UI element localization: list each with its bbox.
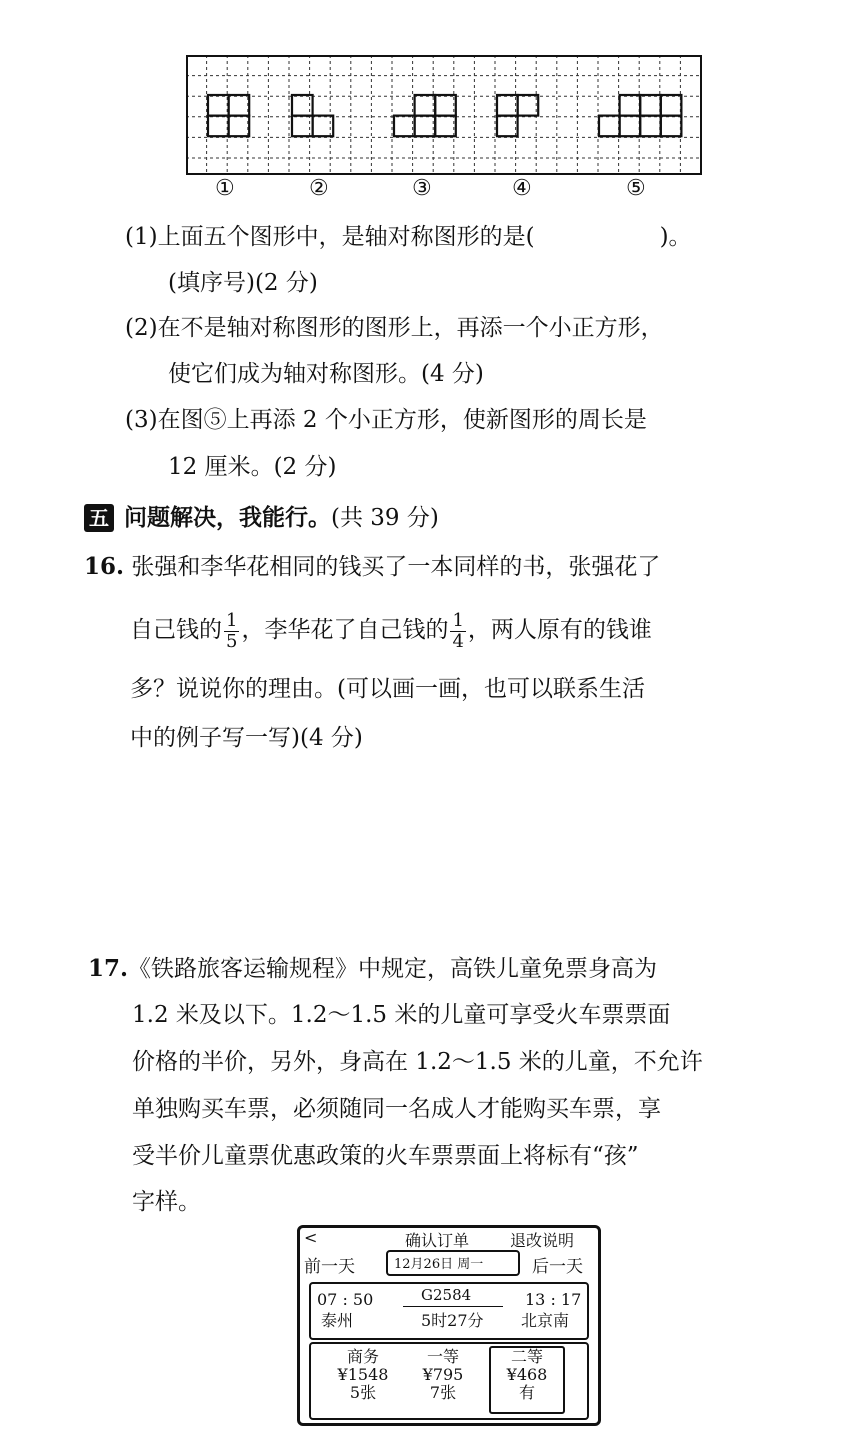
departure-station: 泰州 [321, 1311, 354, 1330]
seat-class-second-selected[interactable]: 二等 ¥468 有 [489, 1346, 565, 1414]
date-text: 12月26日 周一 [394, 1257, 484, 1272]
route-arrow [403, 1306, 503, 1307]
figure-label-3: ③ [412, 176, 432, 201]
seat-class-box [309, 1342, 589, 1420]
ticket-app-screenshot [297, 1225, 601, 1426]
q15-part1: (1)上面五个图形中，是轴对称图形的是( )。 [125, 224, 692, 250]
q16-line4: 中的例子写一写)(4 分) [130, 725, 363, 751]
figure-1-square [208, 95, 229, 116]
figure-3-square [435, 116, 456, 137]
duration: 5时27分 [421, 1311, 484, 1330]
figure-4-square [518, 95, 539, 116]
q15-part3-cont: 12 厘米。(2 分) [168, 454, 337, 480]
date-selector[interactable] [386, 1250, 520, 1276]
q15-part1-note: (填序号)(2 分) [168, 270, 318, 296]
figure-5-square [620, 95, 641, 116]
figure-4-square [497, 116, 518, 137]
order-title: 确认订单 [405, 1231, 470, 1250]
figure-label-5: ⑤ [626, 176, 646, 201]
q17-line3: 价格的半价，另外，身高在 1.2～1.5 米的儿童，不允许 [132, 1049, 703, 1075]
refund-link[interactable]: 退改说明 [510, 1231, 575, 1250]
train-number: G2584 [421, 1286, 472, 1304]
q16-line1: 16. 张强和李华花相同的钱买了一本同样的书，张强花了 [84, 553, 661, 580]
figure-3-square [415, 95, 436, 116]
q16-line3: 多？说说你的理由。(可以画一画，也可以联系生活 [130, 676, 645, 702]
q16-line2: 自己钱的 $\frac{1}{5}$ ，李华花了自己钱的 $\frac{1}{4}$ ，两人原有的钱谁 [130, 609, 652, 652]
departure-time: 07 : 50 [317, 1290, 374, 1309]
q17-line5: 受半价儿童票优惠政策的火车票票面上将标有“孩” [132, 1143, 639, 1169]
figure-label-2: ② [309, 176, 329, 201]
section-badge: 五 [84, 504, 114, 532]
figure-1-square [229, 116, 250, 137]
q15-part3: (3)在图⑤上再添 2 个小正方形，使新图形的周长是 [125, 407, 647, 433]
figure-5-square [661, 95, 682, 116]
figure-5-square [599, 116, 620, 137]
arrival-station: 北京南 [521, 1311, 570, 1330]
next-day-button[interactable]: 后一天 [532, 1257, 583, 1277]
seat-class-first[interactable]: 一等 ¥795 7张 [422, 1347, 464, 1402]
figure-5-square [640, 116, 661, 137]
section-5-heading: 五 问题解决，我能行。(共 39 分) [84, 502, 439, 534]
q15-part2-cont: 使它们成为轴对称图形。(4 分) [168, 361, 484, 387]
grid-figure [186, 55, 702, 175]
fraction-one-fourth: $\frac{1}{4}$ [452, 609, 464, 652]
q15-part2: (2)在不是轴对称图形的图形上，再添一个小正方形， [125, 315, 664, 341]
q17-line6: 字样。 [132, 1189, 201, 1215]
figure-1-square [229, 95, 250, 116]
arrival-time: 13 : 17 [525, 1290, 582, 1309]
seat-class-business[interactable]: 商务 ¥1548 5张 [337, 1347, 389, 1402]
fraction-one-fifth: $\frac{1}{5}$ [226, 609, 238, 652]
figure-1-square [208, 116, 229, 137]
figure-5-square [620, 116, 641, 137]
figure-5-square [640, 95, 661, 116]
figure-5-square [661, 116, 682, 137]
prev-day-button[interactable]: 前一天 [304, 1257, 355, 1277]
q17-line4: 单独购买车票，必须随同一名成人才能购买车票，享 [132, 1096, 661, 1122]
figure-label-4: ④ [512, 176, 532, 201]
figure-label-1: ① [215, 176, 235, 201]
figure-3-square [435, 95, 456, 116]
train-info-box [309, 1282, 589, 1340]
figure-3-square [415, 116, 436, 137]
figure-4-square [497, 95, 518, 116]
q17-line1: 17.《铁路旅客运输规程》中规定，高铁儿童免票身高为 [88, 955, 658, 982]
q17-line2: 1.2 米及以下。1.2～1.5 米的儿童可享受火车票票面 [132, 1002, 671, 1028]
back-icon[interactable]: < [304, 1228, 318, 1247]
figure-3-square [394, 116, 415, 137]
